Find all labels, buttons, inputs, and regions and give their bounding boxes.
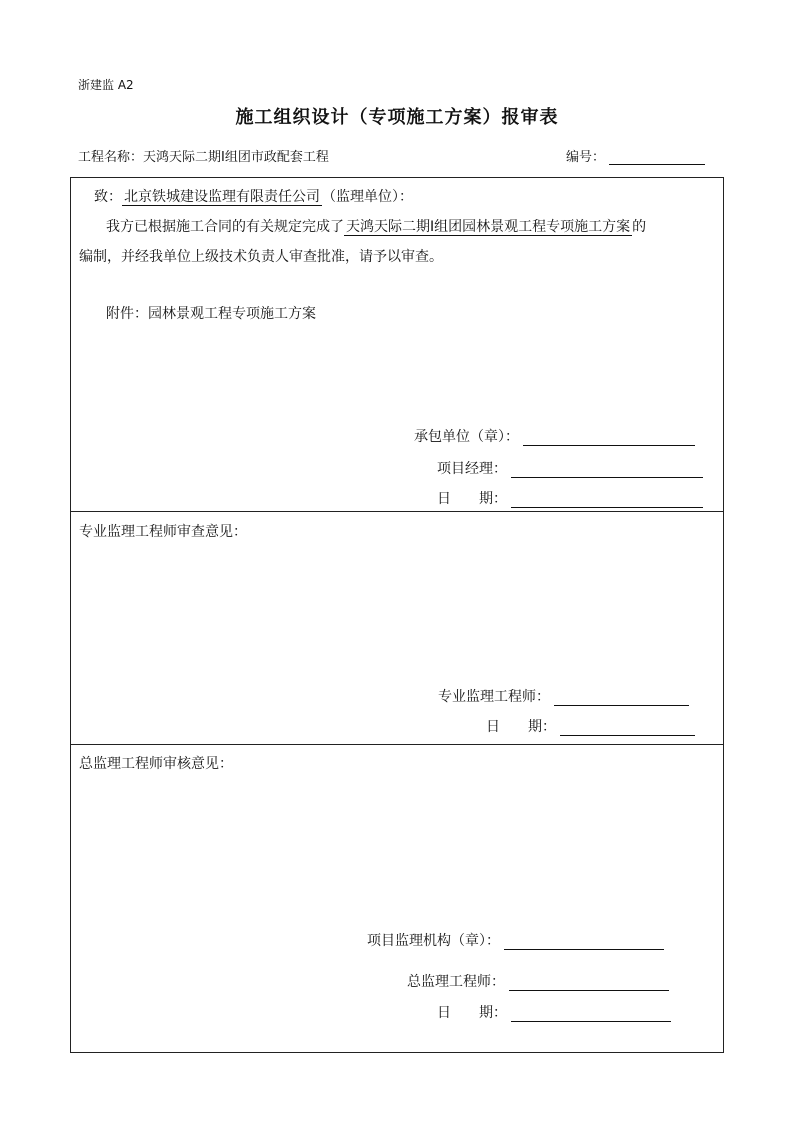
supervision-org-seal-field[interactable] — [504, 935, 664, 950]
supervisor-suffix: （监理单位）： — [322, 189, 413, 205]
specialist-engineer-label: 专业监理工程师： — [438, 689, 550, 705]
chief-date-row — [437, 1002, 671, 1022]
supervisor-company: 北京铁城建设监理有限责任公司 — [124, 189, 320, 205]
contractor-label: 承包单位（章）： — [414, 429, 519, 445]
project-name-value: 天鸿天际二期Ⅰ组团市政配套工程 — [143, 150, 329, 165]
body-prefix: 我方已根据施工合同的有关规定完成了 — [106, 219, 344, 235]
project-name-label: 工程名称： — [78, 150, 144, 165]
contractor-signature-field[interactable] — [523, 431, 695, 446]
specialist-date-label: 日 期： — [486, 719, 556, 735]
page-title: 施工组织设计（专项施工方案）报审表 — [235, 107, 559, 128]
plan-name: 天鸿天际二期Ⅰ组团园林景观工程专项施工方案 — [346, 219, 631, 235]
body-line-2: 编制，并经我单位上级技术负责人审查批准，请予以审查。 — [79, 249, 443, 265]
chief-review-heading: 总监理工程师审核意见： — [79, 756, 233, 772]
supervision-org-label: 项目监理机构（章）： — [367, 933, 500, 949]
form-code: 浙建监 A2 — [78, 78, 134, 92]
pm-label: 项目经理： — [437, 461, 507, 477]
form-number-label: 编号： — [566, 150, 606, 165]
chief-engineer-signature-field[interactable] — [509, 976, 669, 991]
specialist-date-row — [486, 716, 695, 736]
section-divider — [71, 744, 723, 745]
attachment-line: 附件：园林景观工程专项施工方案 — [106, 306, 316, 322]
specialist-engineer-row — [438, 686, 689, 706]
chief-engineer-row — [407, 971, 669, 991]
to-prefix: 致： — [94, 189, 122, 205]
form-number — [566, 146, 705, 165]
date-row — [437, 488, 703, 508]
date-field[interactable] — [511, 493, 703, 508]
addressee-line — [94, 186, 413, 206]
approval-table — [70, 177, 724, 1053]
specialist-date-field[interactable] — [560, 721, 695, 736]
body-line-1 — [106, 216, 646, 236]
pm-row — [437, 458, 703, 478]
form-number-field[interactable] — [609, 150, 705, 165]
chief-date-label: 日 期： — [437, 1005, 507, 1021]
contractor-row — [414, 426, 695, 446]
chief-date-field[interactable] — [511, 1007, 671, 1022]
specialist-engineer-signature-field[interactable] — [554, 691, 689, 706]
specialist-review-heading: 专业监理工程师审查意见： — [79, 524, 247, 540]
supervision-org-row — [367, 930, 664, 950]
section-divider — [71, 511, 723, 512]
date-label: 日 期： — [437, 491, 507, 507]
project-name-row — [78, 146, 329, 165]
body-suffix: 的 — [632, 219, 647, 235]
pm-signature-field[interactable] — [511, 463, 703, 478]
chief-engineer-label: 总监理工程师： — [407, 974, 505, 990]
